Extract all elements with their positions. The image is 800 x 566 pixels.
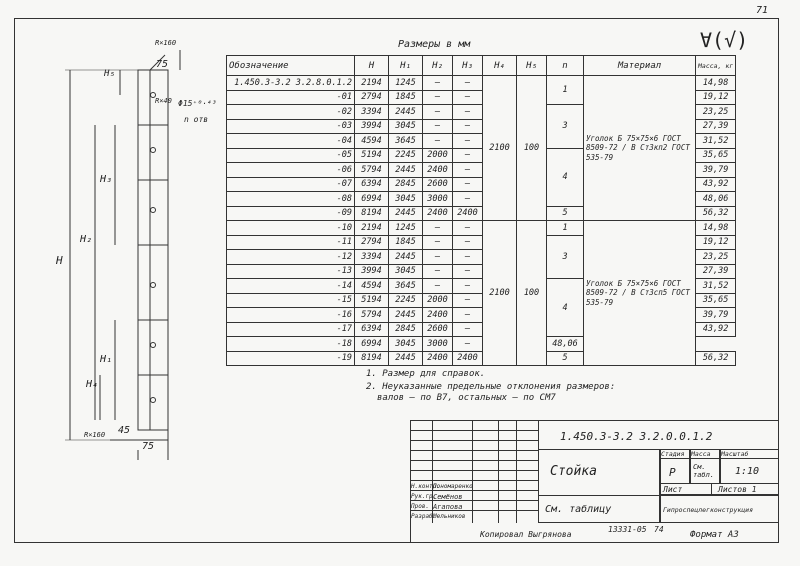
note-1: 1. Размер для справок. [366,369,486,379]
dim-75-bottom: 75 [142,441,155,452]
row-h3: 2400 [453,206,483,221]
dim-h5-label: H₅ [104,69,115,79]
row-h1: 2445 [389,105,423,120]
row-h1: 1845 [389,235,423,250]
col-h4: H₄ [483,56,517,76]
note-2a: 2. Неуказанные предельные отклонения размеров: [366,382,616,392]
row-h2: — [423,119,453,134]
row-mass: 14,98 [696,221,736,236]
row-h1: 2445 [389,351,423,366]
col-designation: Обозначение [227,56,355,76]
row-h2: 2400 [423,206,453,221]
row-h3: — [453,177,483,192]
row-h: 5194 [355,293,389,308]
material-text: Уголок Б 75×75×6 ГОСТ 8509-72 / В Ст3кп2 ГОСТ 535-79 [586,133,690,162]
row-designation: -03 [227,119,355,134]
role-prov: Пров. [411,503,430,510]
row-h2: 2600 [423,177,453,192]
row-designation: -11 [227,235,355,250]
row-mass: 43,92 [696,177,736,192]
table-row [227,76,736,91]
row-h2: — [423,105,453,120]
row-h2: — [423,134,453,149]
row-h3: — [453,235,483,250]
row-h3: — [453,163,483,178]
row-n: 3 [547,105,584,149]
row-h: 6994 [355,192,389,207]
row-h3: — [453,221,483,236]
row-mass: 23,25 [696,105,736,120]
row-h: 3994 [355,264,389,279]
col-h1: H₁ [389,56,423,76]
role-ncontr: Н.контр. [411,483,440,490]
row-mass: 14,98 [696,76,736,91]
row-h2: — [423,279,453,294]
row-mass: 27,39 [696,119,736,134]
row-mass: 35,65 [696,293,736,308]
role-rukgr: Рук.гр. [411,493,437,500]
row-h3: — [453,192,483,207]
name-ncontr: Пономаренко [433,483,473,490]
dim-h1-label: H₁ [100,354,113,365]
row-h3: — [453,90,483,105]
row-h2: — [423,76,453,91]
row-mass: 19,12 [696,235,736,250]
row-h: 2794 [355,90,389,105]
row-h: 6394 [355,177,389,192]
row-h3: — [453,279,483,294]
material-text: Уголок Б 75×75×6 ГОСТ 8509-72 / В Ст3сп5 ГОСТ 535-79 [586,278,690,307]
row-designation: -14 [227,279,355,294]
row-h3: — [453,105,483,120]
col-h3: H₃ [453,56,483,76]
dim-45: 45 [118,425,131,436]
row-h3: — [453,134,483,149]
row-h1: 2245 [389,293,423,308]
name-prov: Агапова [433,503,463,511]
drawing-code: 1.450.3-3.2 3.2.0.0.1.2 [560,430,713,443]
row-designation: 1.450.3-3.2 3.2.8.0.1.2 [227,76,355,91]
row-h2: 2000 [423,148,453,163]
col-material: Материал [584,56,696,76]
note-2b: валов – по В7, остальных – по СМ7 [377,393,556,403]
row-designation: -06 [227,163,355,178]
row-h2: 2000 [423,293,453,308]
row-designation: -09 [227,206,355,221]
dim-75-top: 75 [156,59,169,70]
row-h1: 2845 [389,322,423,337]
table-row [227,221,736,236]
row-n: 3 [547,235,584,279]
row-n: 4 [547,279,584,337]
radius-bottom: R×160 [84,431,106,439]
col-mass: Масса, кг [696,56,736,76]
row-h2: 3000 [423,337,453,352]
row-n: 1 [547,76,584,105]
table-header-row [227,56,736,76]
row-h2: 2600 [423,322,453,337]
row-h: 8194 [355,351,389,366]
row-mass: 48,06 [696,192,736,207]
row-h1: 3045 [389,119,423,134]
title-block-grid [410,420,538,523]
hole-diameter: Φ15⁺⁰·⁴³ [178,99,217,108]
row-designation: -13 [227,264,355,279]
row-designation: -19 [227,351,355,366]
row-h1: 3645 [389,134,423,149]
row-h4-merged: 2100 [483,76,517,221]
holes-count-label: n отв [184,115,209,124]
row-mass: 48,06 [547,337,584,352]
row-mass: 31,52 [696,134,736,149]
row-h: 4594 [355,134,389,149]
row-h3: — [453,322,483,337]
row-h: 3394 [355,105,389,120]
row-h1: 2245 [389,148,423,163]
row-h2: — [423,221,453,236]
row-designation: -18 [227,337,355,352]
radius-mid: R×40 [155,97,172,105]
organization: Гипроспецлегконструкция [660,495,779,523]
col-h: H [355,56,389,76]
row-h3: — [453,250,483,265]
row-h: 6394 [355,322,389,337]
row-mass: 31,52 [696,279,736,294]
row-h1: 1245 [389,221,423,236]
dim-h4-label: H₄ [86,379,99,390]
row-h2: — [423,235,453,250]
row-h1: 3045 [389,192,423,207]
archive-number: 13331-05 [608,525,647,534]
row-h3: 2400 [453,351,483,366]
row-h3: — [453,293,483,308]
paper-format: Формат А3 [690,530,739,540]
col-h2: H₂ [423,56,453,76]
row-h2: 2400 [423,351,453,366]
row-h3: — [453,264,483,279]
name-rukgr: Семёнов [433,493,463,501]
row-h: 6994 [355,337,389,352]
sheet-label: Лист [660,483,712,495]
row-h: 4594 [355,279,389,294]
row-mass: 43,92 [696,322,736,337]
row-mass: 39,79 [696,163,736,178]
row-h1: 2445 [389,163,423,178]
row-designation: -10 [227,221,355,236]
row-h1: 2445 [389,308,423,323]
row-h: 3994 [355,119,389,134]
row-designation: -17 [227,322,355,337]
row-designation: -01 [227,90,355,105]
stage-label: Стадия [660,449,690,459]
row-h2: — [423,264,453,279]
row-h2: 3000 [423,192,453,207]
role-razrab: Разраб. [411,513,437,520]
material-ref: См. таблицу [545,504,612,515]
dim-h-label: H [56,254,63,267]
row-h: 2794 [355,235,389,250]
name-razrab: Мельников [433,513,466,520]
row-h1: 3045 [389,337,423,352]
row-h1: 1245 [389,76,423,91]
row-h1: 2445 [389,206,423,221]
row-designation: -12 [227,250,355,265]
row-material [584,221,696,366]
row-h5-merged: 100 [517,221,547,366]
row-h3: — [453,76,483,91]
mass-label: Масса [690,449,720,459]
row-n: 4 [547,148,584,206]
row-h3: — [453,119,483,134]
row-h: 5794 [355,308,389,323]
part-name: Стойка [550,464,597,479]
row-h1: 2845 [389,177,423,192]
row-designation: -02 [227,105,355,120]
scale-value: 1:10 [720,458,779,484]
row-designation: -15 [227,293,355,308]
row-h: 2194 [355,221,389,236]
mass-value: См. табл. [690,458,720,484]
dim-h3-label: H₃ [100,174,113,185]
row-mass: 39,79 [696,308,736,323]
row-mass: 35,65 [696,148,736,163]
row-h4-merged: 2100 [483,221,517,366]
row-h2: — [423,90,453,105]
row-h5-merged: 100 [517,76,547,221]
stage-value: Р [660,458,690,484]
row-mass: 27,39 [696,264,736,279]
row-h: 3394 [355,250,389,265]
row-designation: -16 [227,308,355,323]
dim-h2-label: H₂ [80,234,93,245]
row-h: 2194 [355,76,389,91]
row-h2: 2400 [423,308,453,323]
row-h: 5194 [355,148,389,163]
row-n: 1 [547,221,584,236]
sheets-label: Листов 1 [711,483,779,495]
row-designation: -07 [227,177,355,192]
scale-label: Масштаб [720,449,779,459]
row-h: 5794 [355,163,389,178]
roughness-symbol: ∀(√) [700,28,749,52]
page-number: 71 [756,5,769,16]
row-n: 5 [547,206,584,221]
radius-top: R×160 [155,39,177,47]
row-mass: 56,32 [696,351,736,366]
copied-by: Копировал Выгрянова [480,530,572,539]
row-mass: 19,12 [696,90,736,105]
row-n: 5 [547,351,584,366]
row-h1: 3045 [389,264,423,279]
row-h2: 2400 [423,163,453,178]
row-h1: 1845 [389,90,423,105]
row-h3: — [453,308,483,323]
row-mass: 23,25 [696,250,736,265]
archive-sub: 74 [654,525,664,534]
col-h5: H₅ [517,56,547,76]
dimensions-table [226,55,736,366]
row-mass: 56,32 [696,206,736,221]
row-designation: -04 [227,134,355,149]
row-h3: — [453,148,483,163]
dimensions-note: Размеры в мм [398,39,471,50]
col-n: n [547,56,584,76]
row-designation: -08 [227,192,355,207]
row-designation: -05 [227,148,355,163]
row-h3: — [453,337,483,352]
row-h1: 2445 [389,250,423,265]
row-h: 8194 [355,206,389,221]
row-h2: — [423,250,453,265]
row-material [584,76,696,221]
row-h1: 3645 [389,279,423,294]
